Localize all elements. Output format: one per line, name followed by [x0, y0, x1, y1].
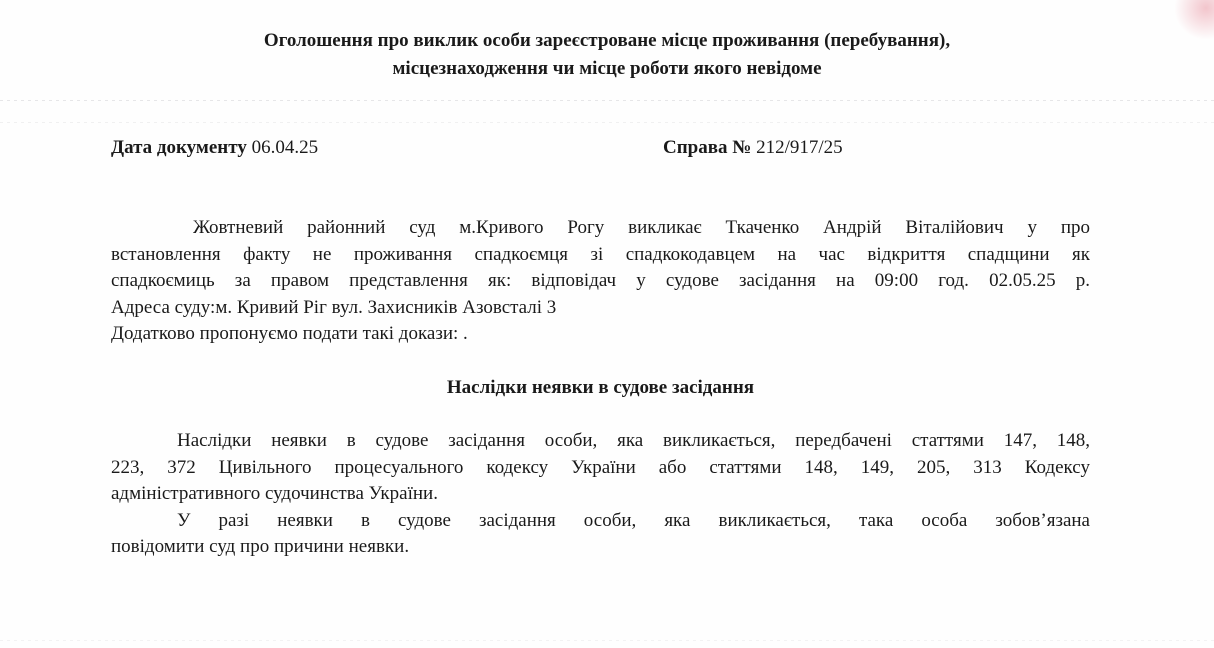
- summons-line-1: Жовтневий районний суд м.Кривого Рогу викликає Ткаченко Андрій Віталійович у про: [193, 217, 1090, 238]
- date-value: 06.04.25: [251, 137, 319, 158]
- summons-paragraph: [111, 215, 1090, 348]
- summons-line-2: встановлення факту не проживання спадкоємця зі спадкокодавцем на час відкриття спадщини як: [111, 243, 1090, 265]
- date-label: Дата документу: [111, 137, 247, 158]
- consequences-line-4: У разі неявки в судове засідання особи, яка викликається, така особа зобов’язана: [177, 509, 1090, 531]
- evidence-note: Додатково пропонуємо подати такі докази: .: [111, 323, 468, 344]
- consequences-line-2: 223, 372 Цивільного процесуального кодексу України або статтями 148, 149, 205, 313 Кодексу: [111, 456, 1090, 478]
- document-title: [150, 27, 1064, 83]
- consequences-line-3: адміністративного судочинства України.: [111, 483, 438, 504]
- court-address: Адреса суду:м. Кривий Ріг вул. Захисників Азовсталі 3: [111, 296, 557, 318]
- scan-artifact-line: [0, 640, 1214, 641]
- scan-corner-mark: [1174, 0, 1214, 40]
- case-value: 212/917/25: [756, 137, 843, 158]
- title-line-2: місцезнаходження чи місце роботи якого невідоме: [392, 58, 822, 79]
- consequences-line-5: повідомити суд про причини неявки.: [111, 536, 410, 557]
- consequences-paragraph: [111, 428, 1090, 561]
- scan-artifact-line: [0, 100, 1214, 101]
- consequences-line-1: Наслідки неявки в судове засідання особи, яка викликається, передбачені статтями 147, 148,: [177, 430, 1090, 451]
- section-heading: Наслідки неявки в судове засідання: [446, 377, 755, 398]
- title-line-1: Оголошення про виклик особи зареєстроване місце проживання (перебування),: [263, 30, 951, 51]
- summons-line-3: спадкоємиць за правом представлення як: відповідач у судове засідання на 09:00 год. 02.05.25 р.: [111, 270, 1090, 291]
- document-date: [111, 136, 318, 160]
- case-number: [663, 136, 843, 160]
- case-label: Справа №: [663, 137, 752, 158]
- scan-artifact-line: [0, 122, 1214, 123]
